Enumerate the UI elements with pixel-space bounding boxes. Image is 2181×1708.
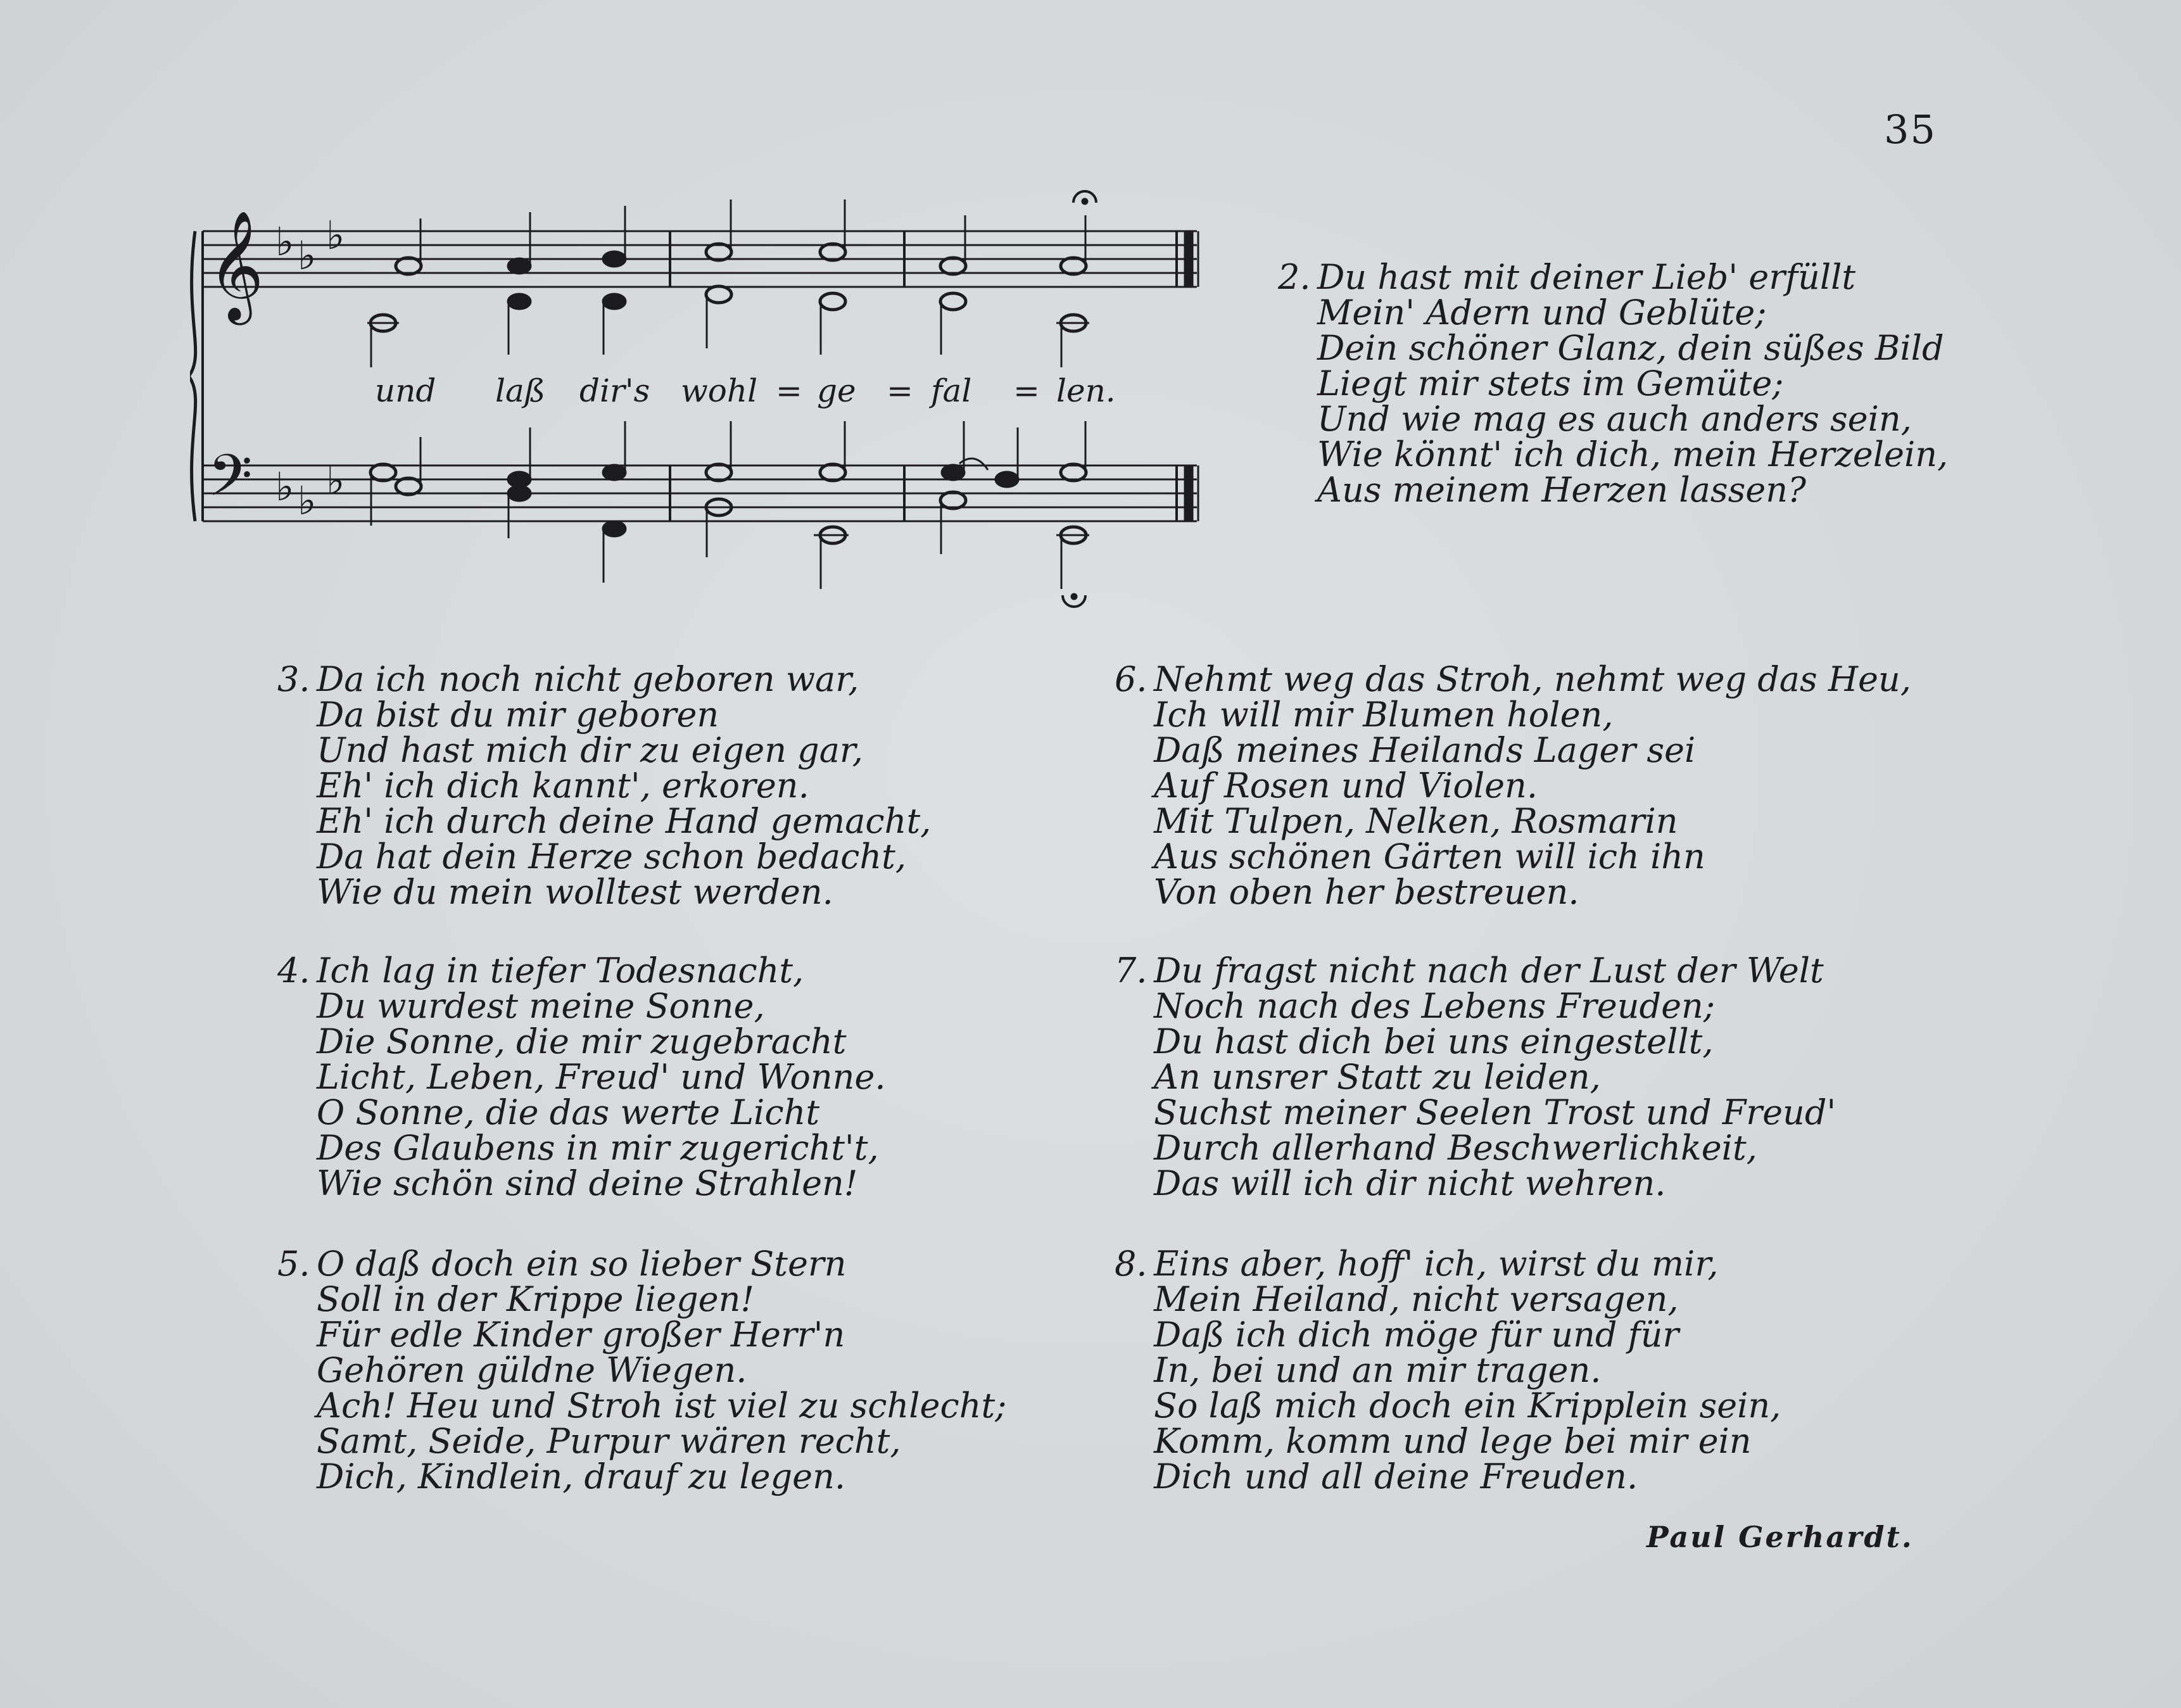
- verse-line: So laß mich doch ein Kripplein sein,: [1154, 1386, 1781, 1426]
- verse-line: Samt, Seide, Purpur wären recht,: [317, 1421, 901, 1461]
- verse-line: Durch allerhand Beschwerlichkeit,: [1154, 1128, 1757, 1168]
- verse-line: Du fragst nicht nach der Lust der Welt: [1154, 951, 1824, 990]
- verse-line: Das will ich dir nicht wehren.: [1154, 1163, 1666, 1203]
- verse-line: Und hast mich dir zu eigen gar,: [317, 730, 863, 770]
- treble-staff: [203, 231, 1197, 287]
- verse-line: An unsrer Statt zu leiden,: [1154, 1057, 1601, 1097]
- verse-line: Mein' Adern und Geblüte;: [1317, 293, 1767, 332]
- verse-line: Du hast mit deiner Lieb' erfüllt: [1317, 257, 1856, 297]
- verse-line: Gehören güldne Wiegen.: [317, 1350, 747, 1390]
- lyric-syllable: len.: [1056, 372, 1116, 409]
- verse-line: Komm, komm und lege bei mir ein: [1154, 1421, 1752, 1461]
- verse-number: 8.: [1115, 1244, 1147, 1284]
- verse-number: 5.: [277, 1244, 310, 1284]
- verse-line: Und wie mag es auch anders sein,: [1317, 399, 1912, 439]
- lyric-syllable: laß: [495, 372, 546, 409]
- lyric-syllable: =: [776, 372, 802, 409]
- lyric-syllable: dir's: [579, 372, 650, 409]
- verse-line: Ich will mir Blumen holen,: [1154, 695, 1614, 735]
- verse-number: 7.: [1115, 951, 1147, 990]
- verse-line: Nehmt weg das Stroh, nehmt weg das Heu,: [1154, 659, 1911, 699]
- svg-text:♭: ♭: [298, 478, 317, 524]
- verse-line: Aus meinem Herzen lassen?: [1317, 470, 1806, 510]
- verse-line: Daß meines Heilands Lager sei: [1154, 730, 1696, 770]
- lyric-syllable: und: [375, 372, 436, 409]
- lyric-syllable: fal: [931, 372, 972, 409]
- verse-line: Mein Heiland, nicht versagen,: [1154, 1279, 1679, 1319]
- verse-line: Dich, Kindlein, drauf zu legen.: [317, 1457, 846, 1496]
- verse-line: Liegt mir stets im Gemüte;: [1317, 364, 1784, 403]
- verse-line: Die Sonne, die mir zugebracht: [317, 1022, 847, 1061]
- author-credit: Paul Gerhardt.: [1647, 1520, 1914, 1554]
- verse-number: 6.: [1115, 659, 1147, 699]
- lyric-syllable: ge: [817, 372, 856, 409]
- verse-line: Wie könnt' ich dich, mein Herzelein,: [1317, 434, 1949, 474]
- bass-notes: [370, 421, 1089, 607]
- verse-line: Eh' ich durch deine Hand gemacht,: [317, 801, 932, 841]
- svg-text:♭: ♭: [298, 232, 317, 279]
- verse-line: Eh' ich dich kannt', erkoren.: [317, 766, 809, 806]
- svg-text:♭: ♭: [326, 212, 345, 258]
- verse-line: Aus schönen Gärten will ich ihn: [1154, 837, 1705, 876]
- verse-line: O daß doch ein so lieber Stern: [317, 1244, 847, 1284]
- verse-line: In, bei und an mir tragen.: [1154, 1350, 1602, 1390]
- verse-line: Ich lag in tiefer Todesnacht,: [317, 951, 804, 990]
- verse-line: Ach! Heu und Stroh ist viel zu schlecht;: [317, 1386, 1007, 1426]
- verse-line: Wie du mein wolltest werden.: [317, 872, 833, 912]
- verse-line: Daß ich dich möge für und für: [1154, 1315, 1679, 1355]
- svg-text:♭: ♭: [275, 218, 294, 265]
- verse-line: Von oben her bestreuen.: [1154, 872, 1579, 912]
- verse-line: Soll in der Krippe liegen!: [317, 1279, 755, 1319]
- verse-line: Licht, Leben, Freud' und Wonne.: [317, 1057, 886, 1097]
- lyric-syllable: =: [887, 372, 913, 409]
- bass-clef-icon: 𝄢: [208, 442, 253, 523]
- verse-line: Des Glaubens in mir zugericht't,: [317, 1128, 879, 1168]
- verse-line: Dein schöner Glanz, dein süßes Bild: [1317, 328, 1944, 368]
- lyric-syllable: =: [1013, 372, 1040, 409]
- verse-number: 3.: [277, 659, 310, 699]
- svg-text:♭: ♭: [275, 464, 294, 510]
- svg-text:♭: ♭: [326, 457, 345, 503]
- verse-line: Dich und all deine Freuden.: [1154, 1457, 1638, 1496]
- treble-clef-icon: 𝄞: [208, 210, 264, 320]
- verse-number: 4.: [277, 951, 310, 990]
- verse-line: Suchst meiner Seelen Trost und Freud': [1154, 1092, 1836, 1132]
- verse-line: Eins aber, hoff' ich, wirst du mir,: [1154, 1244, 1719, 1284]
- verse-line: Da bist du mir geboren: [317, 695, 719, 735]
- verse-line: Für edle Kinder großer Herr'n: [317, 1315, 845, 1355]
- verse-line: Da hat dein Herze schon bedacht,: [317, 837, 907, 876]
- verse-line: Du wurdest meine Sonne,: [317, 986, 765, 1026]
- verse-line: Du hast dich bei uns eingestellt,: [1154, 1022, 1714, 1061]
- verse-line: Auf Rosen und Violen.: [1154, 766, 1538, 806]
- verse-line: Noch nach des Lebens Freuden;: [1154, 986, 1716, 1026]
- bass-staff: [203, 465, 1197, 521]
- verse-line: O Sonne, die das werte Licht: [317, 1092, 820, 1132]
- verse-line: Mit Tulpen, Nelken, Rosmarin: [1154, 801, 1678, 841]
- melody-lyrics: [190, 372, 1140, 417]
- verse-number: 2.: [1278, 257, 1311, 297]
- verse-line: Da ich noch nicht geboren war,: [317, 659, 859, 699]
- lyric-syllable: wohl: [681, 372, 758, 409]
- verse-line: Wie schön sind deine Strahlen!: [317, 1163, 858, 1203]
- treble-notes: [367, 191, 1096, 367]
- page-number: 35: [1884, 106, 1937, 153]
